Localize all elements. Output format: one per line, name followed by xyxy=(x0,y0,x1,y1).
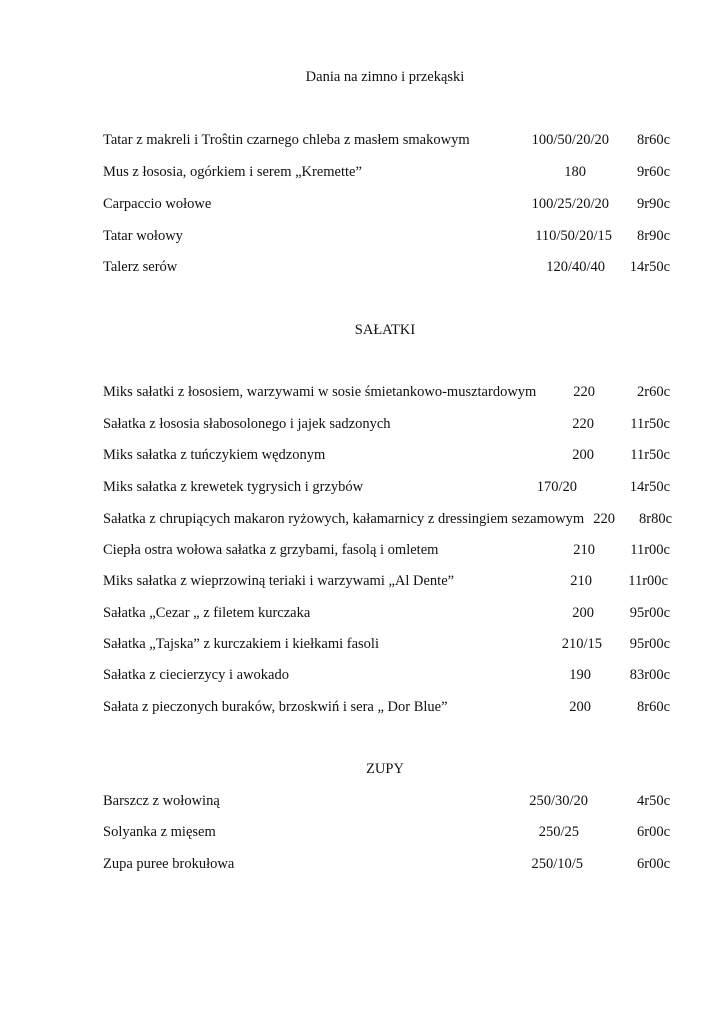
dish-name: Mus z łososia, ogórkiem i serem „Kremette” xyxy=(103,164,362,180)
dish-weight: 120/40/40 xyxy=(546,259,605,275)
dish-price: 11r00c xyxy=(628,573,668,589)
section-title: Dania na zimno i przekąski xyxy=(305,69,465,85)
dish-price: 9r90c xyxy=(636,196,670,212)
dish-name: Miks sałatki z łososiem, warzywami w sosie śmietankowo-musztardowym xyxy=(103,384,537,400)
dish-price: 11r50c xyxy=(630,416,670,432)
dish-name: Miks sałatka z wieprzowiną teriaki i warzywami „Al Dente” xyxy=(103,573,455,589)
dish-name: Sałatka „Cezar „ z filetem kurczaka xyxy=(103,605,311,621)
dish-weight: 250/30/20 xyxy=(529,793,588,809)
dish-price: 14r50c xyxy=(629,259,670,275)
dish-name: Sałatka z łososia słabosolonego i jajek sadzonych xyxy=(103,416,391,432)
dish-price: 9r60c xyxy=(636,164,670,180)
dish-weight: 250/25 xyxy=(538,824,579,840)
dish-weight: 250/10/5 xyxy=(531,856,583,872)
dish-name: Ciepła ostra wołowa sałatka z grzybami, fasolą i omletem xyxy=(103,542,439,558)
dish-price: 8r80c xyxy=(638,511,672,527)
dish-name: Carpaccio wołowe xyxy=(103,196,212,212)
dish-weight: 210 xyxy=(570,573,592,589)
dish-name: Miks sałatka z krewetek tygrysich i grzybów xyxy=(103,479,364,495)
dish-weight: 110/50/20/15 xyxy=(535,228,612,244)
dish-name: Barszcz z wołowiną xyxy=(103,793,220,809)
dish-weight: 200 xyxy=(572,447,594,463)
dish-name: Sałatka z ciecierzycy i awokado xyxy=(103,667,289,683)
dish-price: 14r50c xyxy=(629,479,670,495)
dish-weight: 220 xyxy=(573,384,595,400)
dish-weight: 200 xyxy=(572,605,594,621)
dish-name: Zupa puree brokułowa xyxy=(103,856,235,872)
dish-price: 83r00c xyxy=(629,667,670,683)
dish-price: 95r00c xyxy=(629,636,670,652)
dish-weight: 170/20 xyxy=(536,479,577,495)
dish-name: Sałatka „Tajska” z kurczakiem i kiełkami fasoli xyxy=(103,636,379,652)
dish-price: 11r00c xyxy=(630,542,670,558)
dish-weight: 190 xyxy=(569,667,591,683)
dish-price: 8r60c xyxy=(636,699,670,715)
dish-name: Sałata z pieczonych buraków, brzoskwiń i sera „ Dor Blue” xyxy=(103,699,448,715)
dish-weight: 210/15 xyxy=(561,636,602,652)
dish-price: 6r00c xyxy=(636,856,670,872)
dish-weight: 100/50/20/20 xyxy=(531,132,609,148)
dish-price: 95r00c xyxy=(629,605,670,621)
dish-price: 8r90c xyxy=(636,228,670,244)
dish-price: 11r50c xyxy=(630,447,670,463)
dish-name: Tatar z makreli i Troŝtin czarnego chleba z masłem smakowym xyxy=(103,132,470,148)
dish-name: Miks sałatka z tuńczykiem wędzonym xyxy=(103,447,326,463)
dish-weight: 200 xyxy=(569,699,591,715)
section-title: SAŁATKI xyxy=(354,322,416,338)
dish-price: 2r60c xyxy=(636,384,670,400)
dish-weight: 210 xyxy=(573,542,595,558)
dish-weight: 220 xyxy=(593,511,615,527)
dish-name: Talerz serów xyxy=(103,259,178,275)
dish-price: 6r00c xyxy=(636,824,670,840)
dish-name: Solyanka z mięsem xyxy=(103,824,216,840)
dish-price: 4r50c xyxy=(636,793,670,809)
dish-price: 8r60c xyxy=(636,132,670,148)
dish-name: Tatar wołowy xyxy=(103,228,183,244)
dish-weight: 220 xyxy=(572,416,594,432)
dish-name: Sałatka z chrupiących makaron ryżowych, kałamarnicy z dressingiem sezamowym xyxy=(103,511,585,527)
section-title: ZUPY xyxy=(366,761,404,777)
dish-weight: 180 xyxy=(564,164,586,180)
dish-weight: 100/25/20/20 xyxy=(531,196,609,212)
